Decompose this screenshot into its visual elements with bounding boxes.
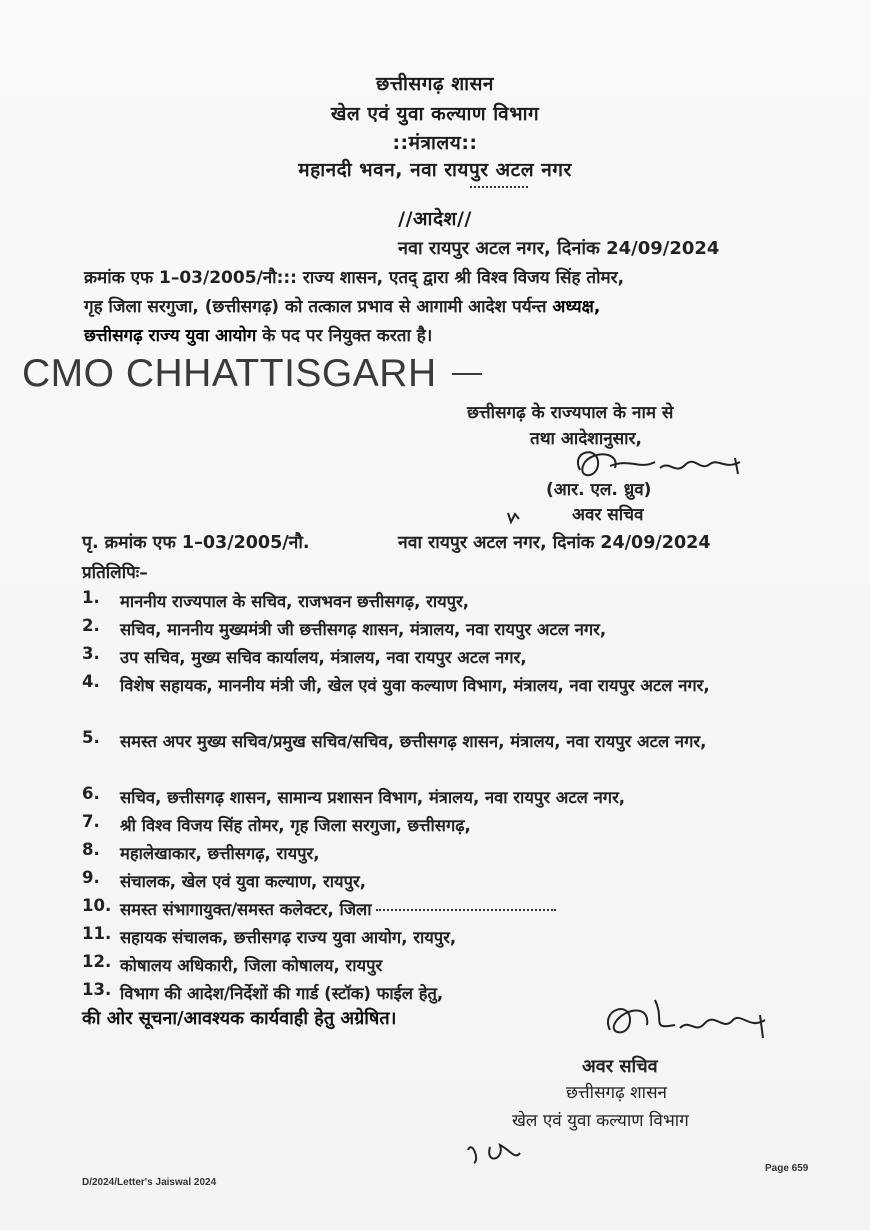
header-department: खेल एवं युवा कल्याण विभाग — [330, 103, 540, 125]
sig2-department: खेल एवं युवा कल्याण विभाग — [512, 1111, 689, 1131]
order-line-2 — [84, 293, 804, 322]
order-paragraph — [84, 264, 804, 351]
sig2-designation: अवर सचिव — [582, 1056, 658, 1077]
header-ministry: ::मंत्रालय:: — [392, 132, 478, 154]
header-address: महानदी भवन, नवा रायपुर अटल नगर — [298, 159, 572, 181]
pen-mark-icon — [505, 510, 525, 525]
order-post-title: अध्यक्ष, — [552, 297, 601, 317]
initials-mark-icon — [460, 1135, 530, 1170]
order-place-date: नवा रायपुर अटल नगर, दिनांक 24/09/2024 — [398, 238, 720, 259]
signature-2 — [595, 990, 785, 1050]
header-divider — [470, 186, 528, 188]
sig1-line2: तथा आदेशानुसार, — [530, 429, 642, 449]
order-line-1: क्रमांक एफ 1–03/2005/नौ::: राज्य शासन, एतद् द्वारा श्री विश्व विजय सिंह तोमर, — [84, 268, 625, 288]
order-line-2-text: गृह जिला सरगुजा, (छत्तीसगढ़) को तत्काल प्रभाव से आगामी आदेश पर्यन्त — [84, 297, 547, 317]
watermark: CMO CHHATTISGARH — [22, 352, 437, 395]
order-line-3 — [84, 322, 804, 351]
footer-reference: D/2024/Letter's Jaiswal 2024 — [82, 1177, 217, 1188]
sig1-designation: अवर सचिव — [572, 505, 644, 525]
header-govt: छत्तीसगढ़ शासन — [376, 73, 494, 95]
closing-text: की ओर सूचना/आवश्यक कार्यवाही हेतु अग्रेषित। — [82, 1008, 397, 1029]
endorsement-place-date: नवा रायपुर अटल नगर, दिनांक 24/09/2024 — [398, 533, 711, 553]
page-number: Page 659 — [765, 1163, 809, 1174]
document-page: छत्तीसगढ़ शासन खेल एवं युवा कल्याण विभाग ::मंत्रालय:: महानदी भवन, नवा रायपुर अटल नगर //आदेश// नवा रायपुर अटल नगर, दिनांक 24/09/2024 क्रमांक एफ 1–03/2005/नौ::: राज्य शासन, एतद् द्वारा श्री विश्व विजय सिंह तोमर, गृह जिला सरगुजा, (छत्तीसगढ़) को तत्काल प्रभाव से आगामी आदेश पर्यन्त अध्यक्ष, छत्तीसगढ़ राज्य युवा आयोग के पद पर नियुक्त करता है। CMO CHHATTISGARH छत्तीसगढ़ के राज्यपाल के नाम से तथा आदेशानुसार, (आर. एल. ध्रुव) अवर सचिव पृ. क्रमांक एफ 1–03/2005/नौ. नवा रायपुर अटल नगर, दिनांक 24/09/2024 प्रतिलिपिः– 1. माननीय राज्यपाल के सचिव, राजभवन छत्तीसगढ़, रायपुर, 2. सचिव, माननीय मुख्यमंत्री जी छत्तीसगढ़ शासन, मंत्रालय, नवा रायपुर अटल नगर, 3. उप सचिव, मुख्य सचिव कार्यालय, मंत्रालय, नवा रायपुर अटल नगर, 4. विशेष सहायक, माननीय मंत्री जी, खेल एवं युवा कल्याण विभाग, मंत्रालय, नवा रायपुर अटल नगर, 5. समस्त अपर मुख्य सचिव/प्रमुख सचिव/सचिव, छत्तीसगढ़ शासन, मंत्रालय, नवा रायपुर अटल नगर, 6. सचिव, छत्तीसगढ़ शासन, सामान्य प्रशासन विभाग, मंत्रालय, नवा रायपुर अटल नगर, 7. श्री विश्व विजय सिंह तोमर, गृह जिला सरगुजा, छत्तीसगढ़, 8. महालेखाकार, छत्तीसगढ़, रायपुर, 9. संचालक, खेल एवं युवा कल्याण, रायपुर, 10. समस्त संभागायुक्त/समस्त कलेक्टर, जिला 11. सहायक संचालक, छत्तीसगढ़ राज्य युवा आयोग, रायपुर, 12. कोषालय अधिकारी, जिला कोषालय, रायपुर 13. विभाग की आदेश/निर्देशों की गार्ड (स्टॉक) फाईल हेतु, की ओर सूचना/आवश्यक कार्यवाही हेतु अग्रेषित। अवर सचिव छत्तीसगढ़ शासन खेल एवं युवा कल्याण विभाग D/2024/Letter's Jaiswal 2024 Page 659 — [0, 0, 870, 1230]
order-line-3-text: के पद पर नियुक्त करता है। — [262, 326, 433, 346]
watermark-strike — [452, 373, 482, 375]
sig1-name: (आर. एल. ध्रुव) — [546, 480, 652, 500]
endorsement-ref: पृ. क्रमांक एफ 1–03/2005/नौ. — [82, 533, 310, 553]
copy-to-label: प्रतिलिपिः– — [82, 563, 148, 583]
blank-line — [376, 909, 556, 911]
order-title: //आदेश// — [398, 208, 472, 230]
order-commission-name: छत्तीसगढ़ राज्य युवा आयोग — [84, 326, 257, 346]
sig1-line1: छत्तीसगढ़ के राज्यपाल के नाम से — [467, 403, 674, 423]
sig2-govt: छत्तीसगढ़ शासन — [566, 1083, 667, 1103]
